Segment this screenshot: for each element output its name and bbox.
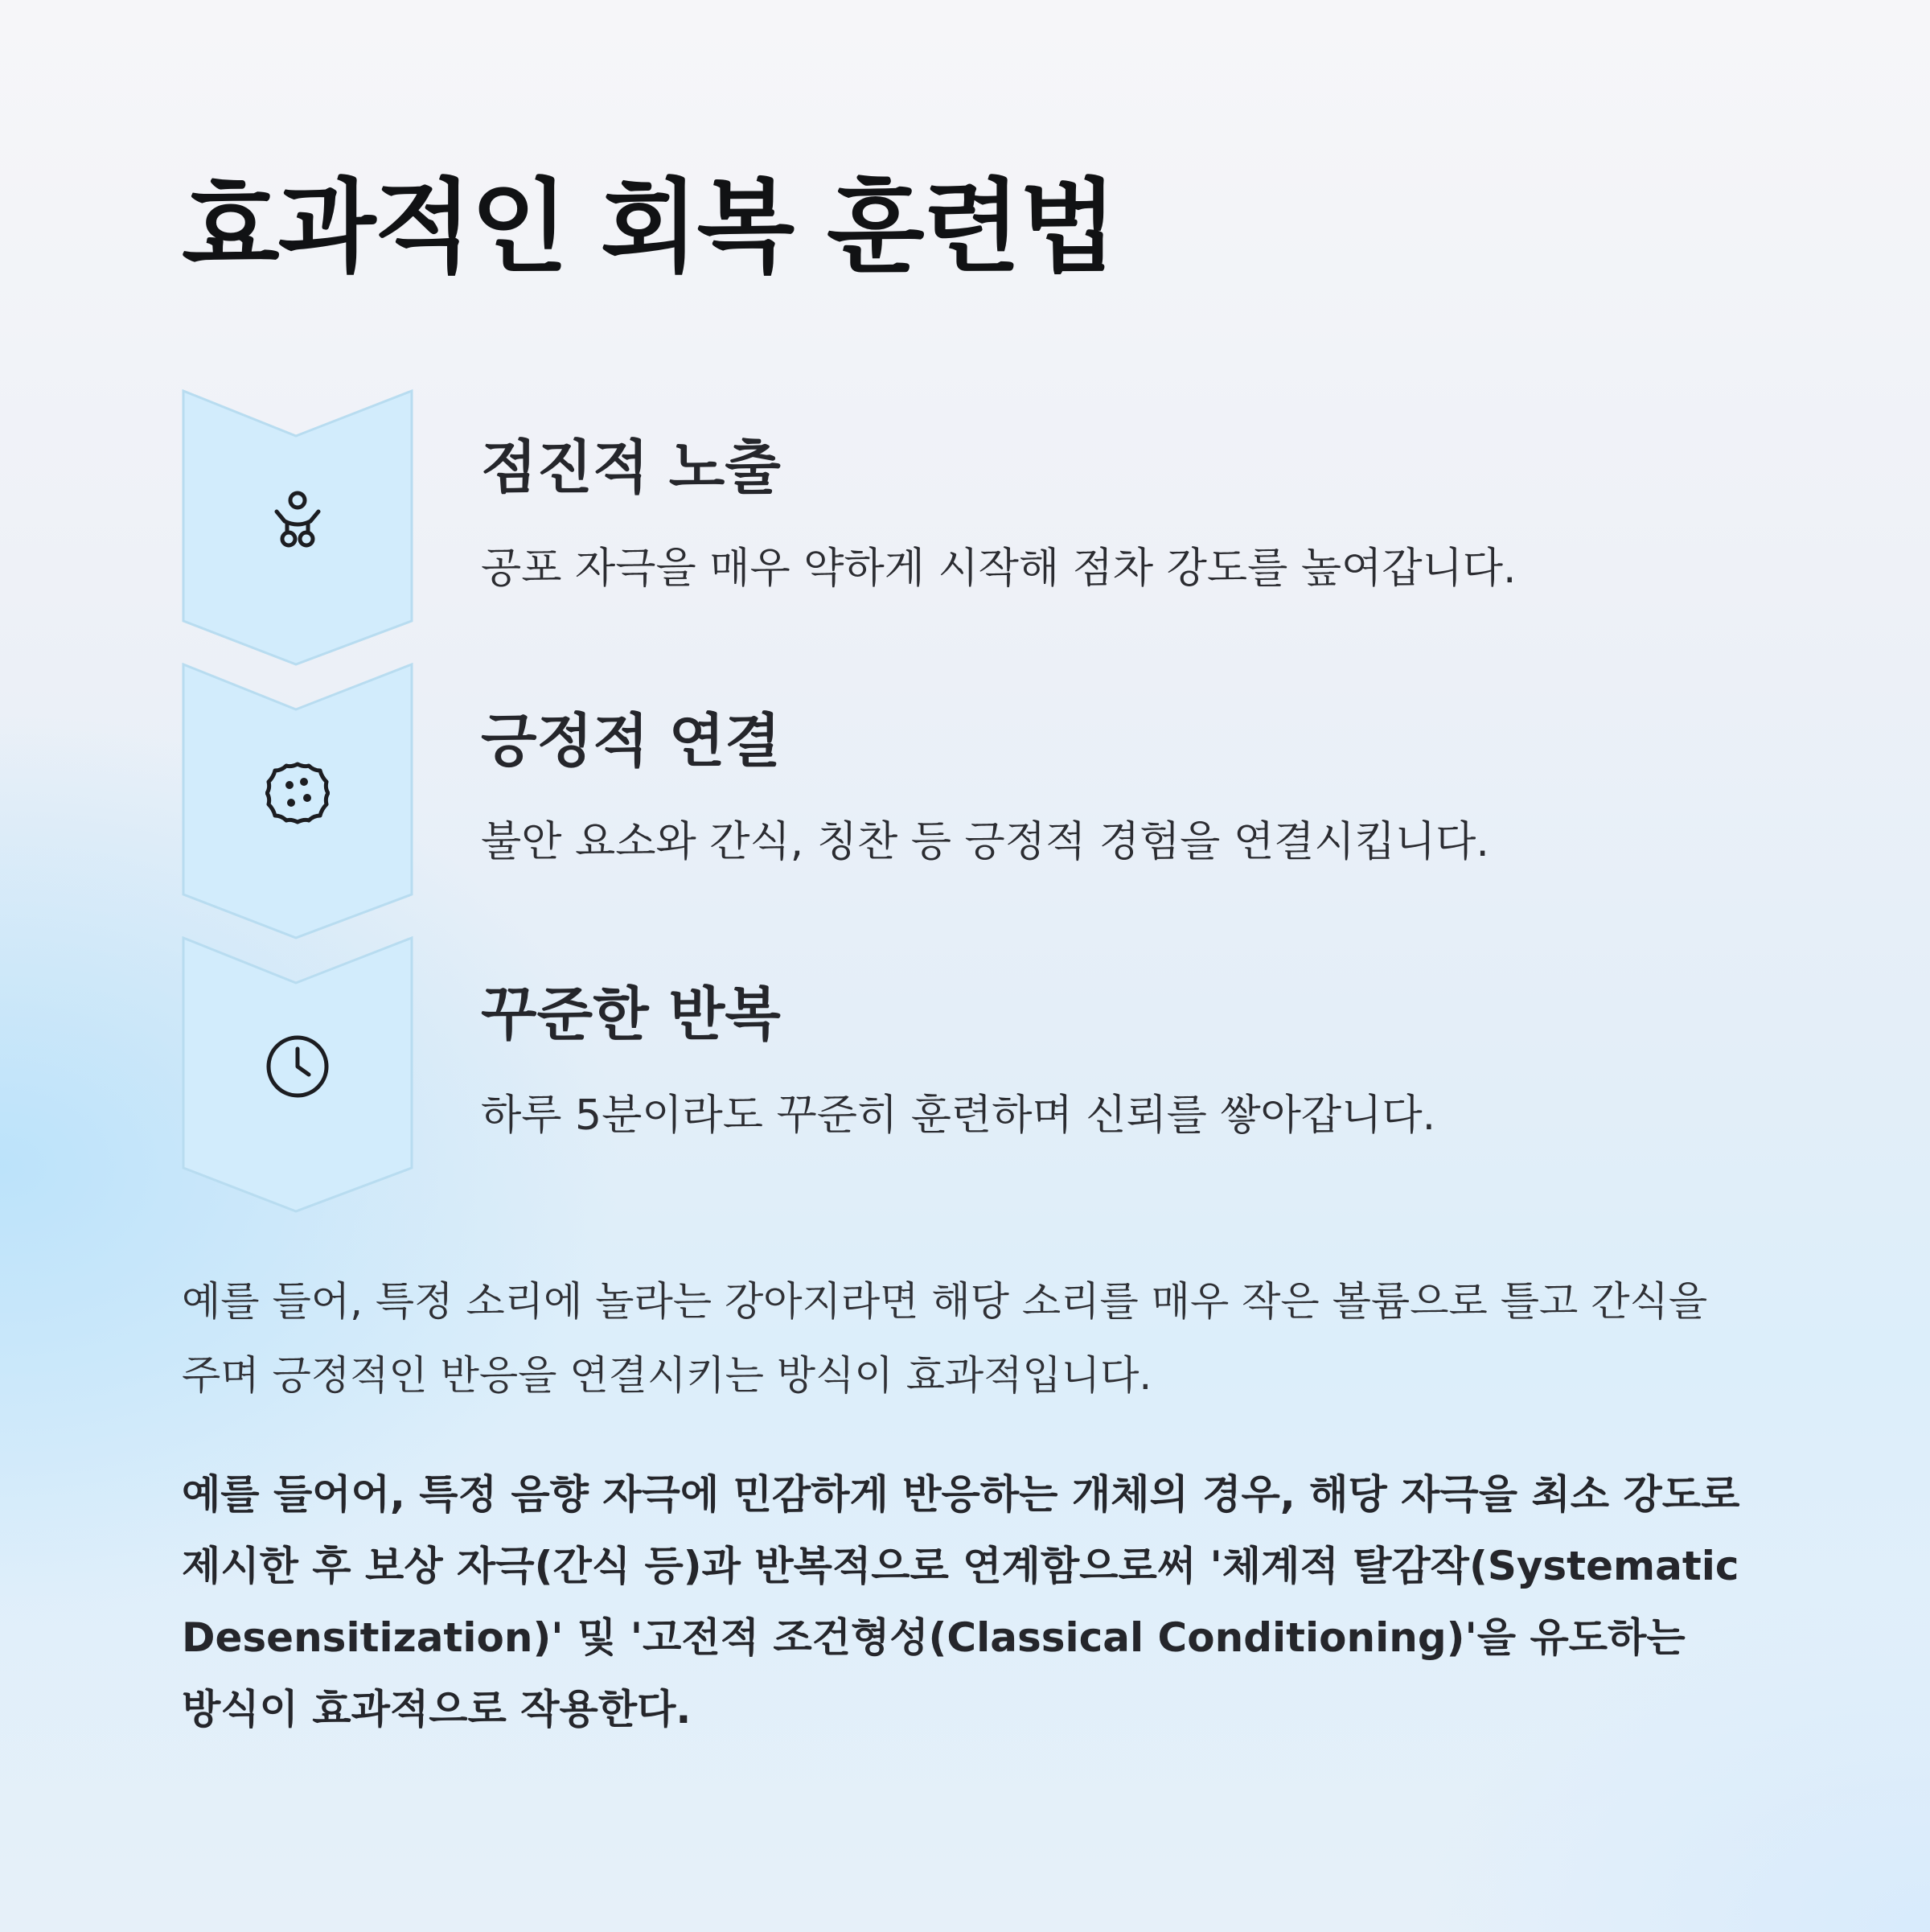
example-paragraph: 예를 들어, 특정 소리에 놀라는 강아지라면 해당 소리를 매우 작은 볼륨으로 틀고 간식을 주며 긍정적인 반응을 연결시키는 방식이 효과적입니다. [182,1278,1708,1399]
clock-icon [265,1034,330,1099]
step-chevron [182,389,413,666]
step-chevron [182,663,413,939]
cookie-icon [265,761,330,825]
step-consistent-repetition [182,936,1790,1213]
step-positive-association [182,663,1790,939]
step-description: 공포 자극을 매우 약하게 시작해 점차 강도를 높여갑니다. [481,545,1517,593]
training-steps [182,389,1790,1215]
step-title: 꾸준한 반복 [481,980,781,1048]
step-description: 하루 5분이라도 꾸준히 훈련하며 신뢰를 쌓아갑니다. [481,1091,1436,1140]
page-title: 효과적인 회복 훈련법 [182,168,1116,286]
step-chevron [182,936,413,1213]
step-title: 점진적 노출 [481,434,781,501]
step-gradual-exposure [182,389,1790,666]
step-title: 긍정적 연결 [481,707,781,775]
formal-paragraph: 예를 들어어, 특정 음향 자극에 민감하게 반응하는 개체의 경우, 해당 자극을 최소 강도로 제시한 후 보상 자극(간식 등)과 반복적으로 연계함으로써 '체계적 탈감작(Systematic Desensitization)' 및 '고전적 조건형성(Classical Conditioning)'을 유도하는 방식이 효과적으로 작용한다. [182,1471,1740,1733]
step-description: 불안 요소와 간식, 칭찬 등 긍정적 경험을 연결시킵니다. [481,818,1489,866]
baby-icon [265,487,330,552]
